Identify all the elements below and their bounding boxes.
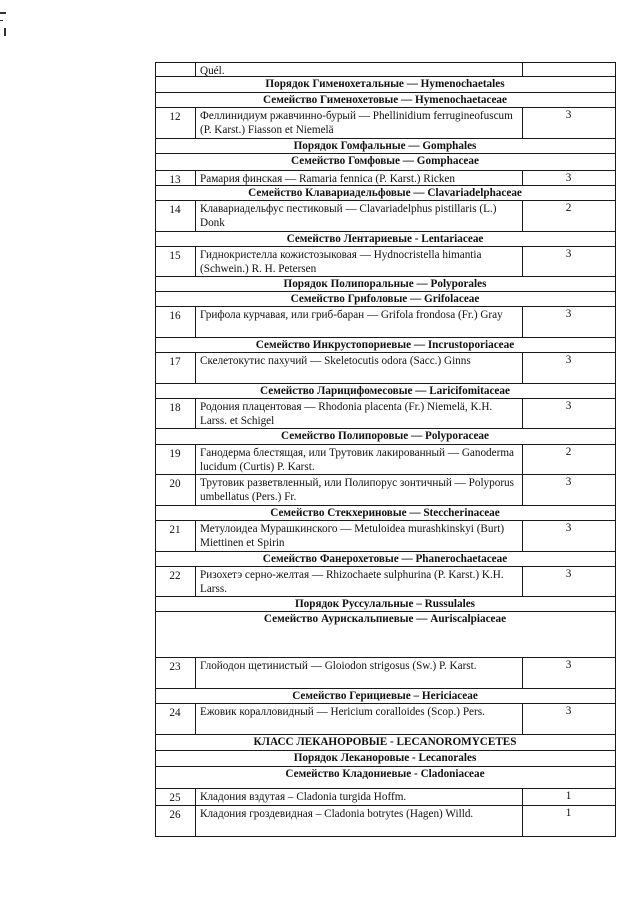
binding-mark — [0, 12, 6, 14]
column-divider — [522, 444, 523, 474]
table-border-right — [615, 62, 616, 837]
row-number: 18 — [169, 402, 181, 414]
row-divider — [155, 788, 615, 789]
column-divider — [522, 474, 523, 505]
species-name: Ризохетэ серно-желтая — Rhizochaete sulphurina (P. Karst.) K.H. Larss. — [200, 569, 504, 595]
row-divider — [155, 337, 615, 338]
column-divider — [522, 805, 523, 836]
status-category: 1 — [565, 790, 572, 802]
row-divider — [155, 276, 615, 277]
row-divider — [155, 352, 615, 353]
row-divider — [155, 657, 615, 658]
column-divider — [522, 566, 523, 596]
status-category: 3 — [565, 308, 572, 320]
row-number: 21 — [169, 524, 181, 536]
row-divider — [155, 766, 615, 767]
row-divider — [155, 138, 615, 139]
row-divider — [155, 92, 615, 93]
section-header: Порядок Гименохетальные — Hymenochaetales — [265, 78, 505, 90]
section-header: Семейство Гриfоловые — Grifolaceae — [290, 293, 480, 305]
column-divider — [522, 107, 523, 138]
column-divider — [195, 703, 196, 734]
column-divider — [195, 520, 196, 551]
column-divider — [522, 246, 523, 276]
row-divider — [155, 611, 615, 612]
section-header: Порядок Полипоральные — Polyporales — [283, 278, 487, 290]
section-header: Семейство Аурискальпиевые — Auriscalpiaceae — [263, 613, 507, 625]
row-divider — [155, 200, 615, 201]
section-header: Семейство Лентариевые - Lentariaceae — [286, 233, 484, 245]
row-number: 14 — [169, 204, 181, 216]
column-divider — [195, 107, 196, 138]
species-name: Грифола курчавая, или гриб-баран — Grifola frondosa (Fr.) Gray — [200, 309, 503, 321]
binding-mark — [0, 20, 3, 21]
row-number: 16 — [169, 310, 181, 322]
species-name: Ежовик коралловидный — Hericium coralloides (Scop.) Pers. — [200, 706, 485, 718]
row-divider — [155, 231, 615, 232]
row-number: 13 — [169, 174, 181, 185]
row-divider — [155, 398, 615, 399]
column-divider — [195, 62, 196, 76]
status-category — [522, 62, 615, 76]
species-name: Метулоидеа Мурашкинского — Metuloidea murashkinskyi (Burt) Miettinen et Spirin — [200, 523, 505, 549]
column-divider — [195, 170, 196, 185]
section-header: Семейство Гомфовые — Gomphaceae — [291, 155, 479, 167]
column-divider — [195, 444, 196, 474]
row-divider — [155, 291, 615, 292]
species-name: Рамария финская — Ramaria fennica (P. Karst.) Ricken — [200, 173, 455, 185]
row-divider — [155, 428, 615, 429]
row-number: 22 — [169, 570, 181, 582]
section-header: Семейство Кладониевые - Cladoniaceae — [285, 768, 485, 780]
row-divider — [155, 444, 615, 445]
row-number: 19 — [169, 448, 181, 460]
row-number: 17 — [169, 356, 181, 368]
status-category: 3 — [565, 476, 572, 488]
section-header: Семейство Полипоровые — Polyporaceae — [281, 430, 489, 442]
status-category: 2 — [565, 202, 572, 214]
section-header: Семейство Ларицифомесовые — Laricifomitaceae — [260, 385, 510, 397]
column-divider — [195, 352, 196, 383]
species-name: Ганодерма блестящая, или Трутовик лакированный — Ganoderma lucidum (Curtis) P. Karst. — [200, 447, 515, 473]
row-number: 24 — [169, 707, 181, 719]
row-divider — [155, 170, 615, 171]
section-header: Семейство Герициевые – Hericiaceae — [292, 690, 478, 702]
status-category: 3 — [565, 568, 572, 580]
column-divider — [522, 352, 523, 383]
species-name: Кладония гроздевидная – Cladonia botrytes (Hagen) Willd. — [200, 808, 474, 820]
species-name: Родония плацентовая — Rhodonia placenta (Fr.) Niemelä, K.H. Larss. et Schigel — [200, 401, 493, 427]
section-header: Семейство Инкрустопориевые — Incrustoporiaceae — [255, 339, 515, 351]
row-divider — [155, 836, 616, 837]
row-number: 26 — [169, 809, 181, 821]
status-category: 3 — [565, 659, 572, 671]
row-divider — [155, 107, 615, 108]
section-header: КЛАСС ЛЕКАНОРОВЫЕ - LECANOROMYCETES — [253, 736, 517, 748]
status-category: 3 — [565, 354, 572, 366]
species-name: Клавариадельфус пестиковый — Clavariadelphus pistillaris (L.) Donk — [200, 203, 497, 229]
row-divider — [155, 76, 615, 77]
species-name: Скелетокутис пахучий — Skeletocutis odora (Sacc.) Ginns — [200, 355, 471, 367]
column-divider — [195, 246, 196, 276]
row-divider — [155, 734, 615, 735]
section-header: Семейство Клавариадельфовые — Clavariadelphaceae — [248, 187, 522, 199]
column-divider — [522, 703, 523, 734]
column-divider — [195, 306, 196, 337]
row-divider — [155, 551, 615, 552]
status-category: 3 — [565, 705, 572, 717]
row-number — [155, 62, 195, 76]
row-divider — [155, 703, 615, 704]
status-category: 3 — [565, 522, 572, 534]
row-number: 25 — [169, 792, 181, 804]
row-divider — [155, 62, 615, 63]
column-divider — [195, 788, 196, 805]
row-divider — [155, 566, 615, 567]
row-divider — [155, 596, 615, 597]
column-divider — [195, 474, 196, 505]
row-number: 20 — [169, 478, 181, 490]
column-divider — [195, 200, 196, 231]
section-header: Порядок Руссулальные – Russulales — [294, 598, 476, 610]
column-divider — [522, 62, 523, 76]
species-name: Глойодон щетинистый — Gloiodon strigosus (Sw.) P. Karst. — [200, 660, 477, 672]
table-border-left — [155, 62, 156, 836]
section-header: Семейство Стекхериновые — Steccherinaceae — [270, 507, 500, 519]
row-divider — [155, 383, 615, 384]
status-category: 3 — [565, 248, 572, 260]
column-divider — [195, 398, 196, 428]
column-divider — [195, 657, 196, 688]
row-divider — [155, 520, 615, 521]
row-divider — [155, 805, 615, 806]
status-category: 3 — [565, 109, 572, 121]
column-divider — [195, 805, 196, 836]
section-header: Семейство Гименохетовые — Hymenochaetaceae — [263, 94, 507, 106]
column-divider — [522, 170, 523, 185]
status-category: 3 — [565, 400, 572, 412]
row-number: 15 — [169, 250, 181, 262]
section-header: Порядок Гомфальные — Gomphales — [293, 140, 477, 152]
species-name: Трутовик разветвленный, или Полипорус зонтичный — Polyporus umbellatus (Pers.) Fr. — [200, 477, 515, 503]
row-divider — [155, 750, 615, 751]
row-divider — [155, 688, 615, 689]
row-divider — [155, 246, 615, 247]
column-divider — [195, 566, 196, 596]
column-divider — [522, 398, 523, 428]
row-divider — [155, 474, 615, 475]
row-divider — [155, 306, 615, 307]
section-header: Семейство Фанерохетовые — Phanerochaetaceae — [262, 553, 508, 565]
status-category: 2 — [565, 446, 572, 458]
species-name: Quél. — [200, 65, 225, 76]
row-number: 23 — [169, 661, 181, 673]
species-name: Кладония вздутая – Cladonia turgida Hoffm. — [200, 791, 407, 803]
column-divider — [522, 306, 523, 337]
species-name: Гиднокристелла кожистозыковая — Hydnocristella himantia (Schwein.) R. H. Petersen — [200, 249, 482, 275]
binding-mark — [4, 28, 6, 36]
row-divider — [155, 153, 615, 154]
species-name: Феллинидиум ржавчинно-бурый — Phellinidium ferrugineofuscum (P. Karst.) Fiasson et Niemelä — [200, 110, 513, 136]
status-category: 1 — [565, 807, 572, 819]
row-number: 12 — [169, 111, 181, 123]
column-divider — [522, 657, 523, 688]
section-header: Порядок Леканоровые - Lecanorales — [293, 752, 477, 764]
row-divider — [155, 505, 615, 506]
status-category: 3 — [565, 172, 572, 184]
column-divider — [522, 788, 523, 805]
column-divider — [522, 200, 523, 231]
column-divider — [522, 520, 523, 551]
row-divider — [155, 185, 615, 186]
